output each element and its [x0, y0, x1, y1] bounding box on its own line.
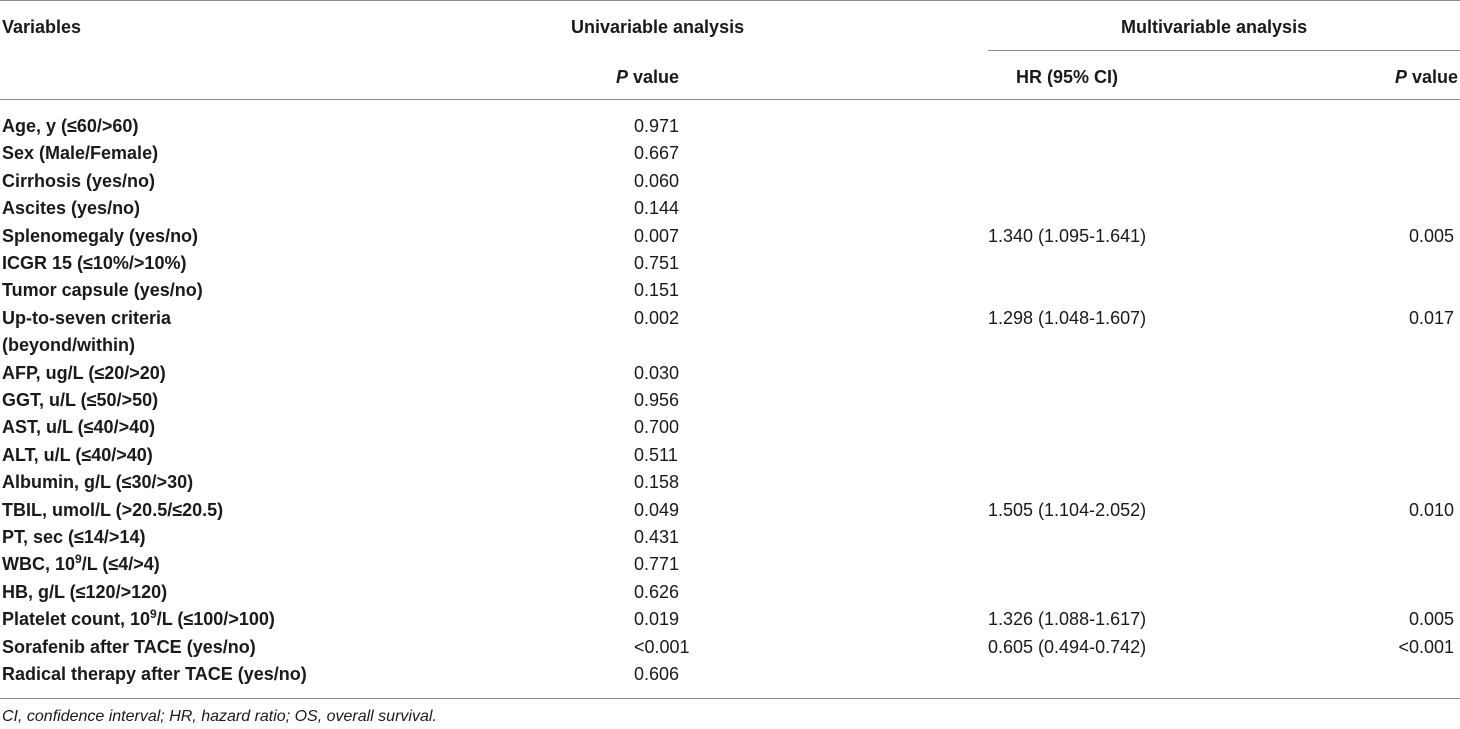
p-value-suffix: value: [1406, 67, 1458, 87]
hazard-ratio: 1.326 (1.088-1.617): [988, 609, 1147, 630]
variable-label-continued: (beyond/within): [2, 335, 135, 356]
hazard-ratio: 1.505 (1.104-2.052): [988, 499, 1147, 520]
hazard-ratio: 0.605 (0.494-0.742): [988, 636, 1147, 657]
label-text-rest: /L (≤100/>100): [156, 609, 275, 630]
univariable-p-value: 0.667: [634, 143, 680, 164]
multivariable-p-value: <0.001: [1398, 636, 1454, 657]
variable-label: Sex (Male/Female): [2, 143, 159, 164]
variable-label: AST, u/L (≤40/>40): [2, 417, 156, 438]
hazard-ratio: 1.340 (1.095-1.641): [988, 225, 1147, 246]
variable-label: Splenomegaly (yes/no): [2, 225, 199, 246]
variable-label: ALT, u/L (≤40/>40): [2, 444, 153, 465]
univariable-p-value: 0.007: [634, 225, 680, 246]
header-univariable-p-value: [616, 66, 679, 88]
label-text: WBC, 10: [2, 554, 76, 575]
univariable-p-value: 0.626: [634, 581, 680, 602]
variable-label: AFP, ug/L (≤20/>20): [2, 362, 166, 383]
table-bottom-rule: [0, 698, 1460, 699]
p-italic: P: [1394, 67, 1407, 87]
univariable-p-value: 0.060: [634, 170, 680, 191]
univariable-p-value: <0.001: [634, 636, 690, 657]
header-variables: Variables: [2, 17, 82, 37]
variable-label: [2, 608, 275, 630]
multivariable-p-value: 0.005: [1408, 225, 1454, 246]
label-text: Platelet count, 10: [2, 609, 151, 630]
label-text-rest: /L (≤4/>4): [81, 554, 160, 575]
univariable-p-value: 0.771: [634, 554, 680, 575]
variable-label: Tumor capsule (yes/no): [2, 280, 203, 301]
hazard-ratio: 1.298 (1.048-1.607): [988, 307, 1147, 328]
univariable-p-value: 0.511: [634, 444, 678, 465]
label-superscript: 9: [75, 552, 82, 567]
univariable-p-value: 0.431: [634, 527, 680, 547]
variable-label: Sorafenib after TACE (yes/no): [2, 636, 256, 657]
variable-label: Age, y (≤60/>60): [2, 116, 139, 136]
header-multivariable-p-value: [1395, 66, 1458, 88]
header-multivariable: Multivariable analysis: [1121, 17, 1308, 37]
header-hr-ci: HR (95% CI): [1016, 67, 1119, 87]
variable-label: HB, g/L (≤120/>120): [2, 581, 168, 602]
univariable-p-value: 0.956: [634, 390, 680, 410]
variable-label: TBIL, umol/L (>20.5/≤20.5): [2, 499, 224, 520]
header-univariable: Univariable analysis: [571, 17, 745, 37]
univariable-p-value: 0.158: [634, 472, 680, 493]
univariable-p-value: 0.700: [634, 417, 680, 438]
variable-label: GGT, u/L (≤50/>50): [2, 390, 159, 410]
variable-label: Albumin, g/L (≤30/>30): [2, 472, 194, 493]
univariable-p-value: 0.019: [634, 609, 680, 630]
variable-label: Cirrhosis (yes/no): [2, 170, 156, 191]
univariable-p-value: 0.751: [634, 253, 680, 273]
univariable-p-value: 0.144: [634, 198, 680, 219]
p-value-suffix: value: [628, 67, 680, 87]
label-superscript: 9: [150, 607, 157, 622]
variable-label: Up-to-seven criteria: [2, 307, 172, 328]
variable-label: PT, sec (≤14/>14): [2, 527, 146, 547]
univariable-p-value: 0.049: [634, 499, 680, 520]
univariable-p-value: 0.151: [634, 280, 680, 301]
univariable-p-value: 0.030: [634, 362, 680, 383]
footnote: CI, confidence interval; HR, hazard ratio; OS, overall survival.: [2, 708, 437, 725]
variable-label: Radical therapy after TACE (yes/no): [2, 664, 307, 684]
univariable-p-value: 0.002: [634, 307, 680, 328]
univariable-p-value: 0.606: [634, 664, 680, 684]
multivariable-p-value: 0.010: [1408, 499, 1454, 520]
multivariable-p-value: 0.005: [1408, 609, 1454, 630]
variable-label: ICGR 15 (≤10%/>10%): [2, 253, 187, 273]
multivariable-underline: [988, 50, 1460, 51]
top-rule: [0, 0, 1460, 1]
multivariable-p-value: 0.017: [1408, 307, 1454, 328]
header-bottom-rule: [0, 99, 1460, 100]
variable-label: [2, 553, 160, 575]
p-italic: P: [616, 67, 629, 87]
variable-label: Ascites (yes/no): [2, 198, 141, 219]
univariable-p-value: 0.971: [634, 116, 680, 136]
